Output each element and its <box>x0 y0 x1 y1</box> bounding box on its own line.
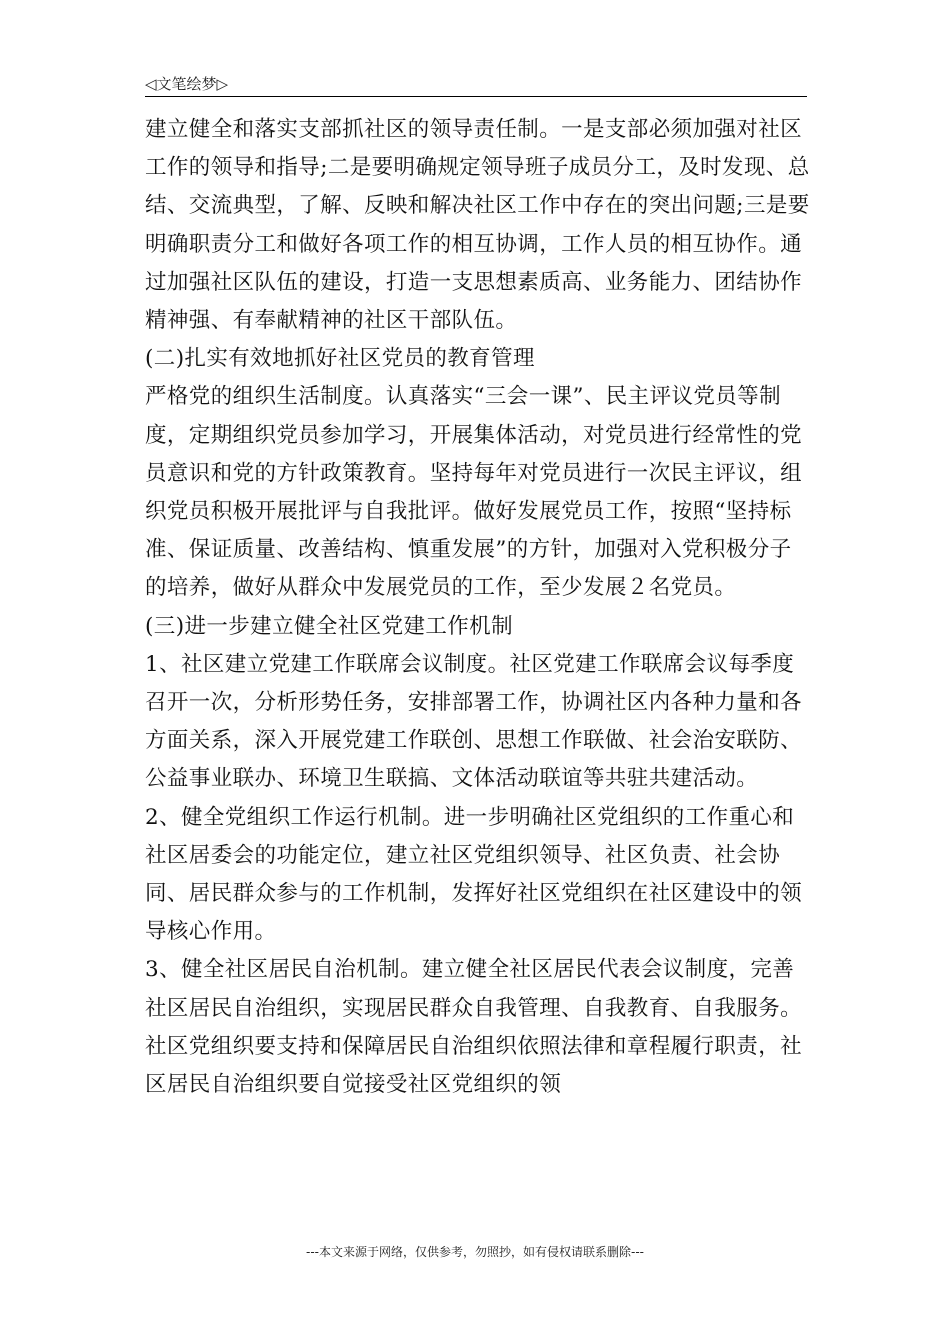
paragraph-item-2: 2、健全党组织工作运行机制。进一步明确社区党组织的工作重心和社区居委会的功能定位，建立社区党组织领导、社区负责、社会协同、居民群众参与的工作机制，发挥好社区党组织在社区建设中的领导核心作用。 <box>145 804 803 945</box>
section-heading-2: (二)扎实有效地抓好社区党员的教育管理 <box>145 346 535 372</box>
page-footer: ---本文来源于网络，仅供参考，勿照抄，如有侵权请联系删除--- <box>306 1245 644 1259</box>
paragraph-item-3: 3、健全社区居民自治机制。建立健全社区居民代表会议制度，完善社区居民自治组织，实现居民群众自我管理、自我教育、自我服务。社区党组织要支持和保障居民自治组织依照法律和章程履行职责，社区居民自治组织要自觉接受社区党组织的领 <box>145 957 803 1098</box>
page-header <box>145 72 807 97</box>
paragraph-party-education: 严格党的组织生活制度。认真落实“三会一课”、民主评议党员等制度，定期组织党员参加学习，开展集体活动，对党员进行经常性的党员意识和党的方针政策教育。坚持每年对党员进行一次民主评议，组织党员积极开展批评与自我批评。做好发展党员工作，按照“坚持标准、保证质量、改善结构、慎重发展”的方针，加强对入党积极分子的培养，做好从群众中发展党员的工作，至少发展２名党员。 <box>145 384 803 601</box>
document-body <box>145 111 810 1104</box>
header-logo-text: ◁文笔绘梦▷ <box>145 75 229 93</box>
section-heading-3: (三)进一步建立健全社区党建工作机制 <box>145 613 513 639</box>
paragraph-item-1: 1、社区建立党建工作联席会议制度。社区党建工作联席会议每季度召开一次，分析形势任务，安排部署工作，协调社区内各种力量和各方面关系，深入开展党建工作联创、思想工作联做、社会治安联防、公益事业联办、环境卫生联搞、文体活动联谊等共驻共建活动。 <box>145 651 803 792</box>
paragraph-leadership-responsibility: 建立健全和落实支部抓社区的领导责任制。一是支部必须加强对社区工作的领导和指导;二是要明确规定领导班子成员分工，及时发现、总结、交流典型，了解、反映和解决社区工作中存在的突出问题;三是要明确职责分工和做好各项工作的相互协调，工作人员的相互协作。通过加强社区队伍的建设，打造一支思想素质高、业务能力、团结协作精神强、有奉献精神的社区干部队伍。 <box>145 117 810 334</box>
